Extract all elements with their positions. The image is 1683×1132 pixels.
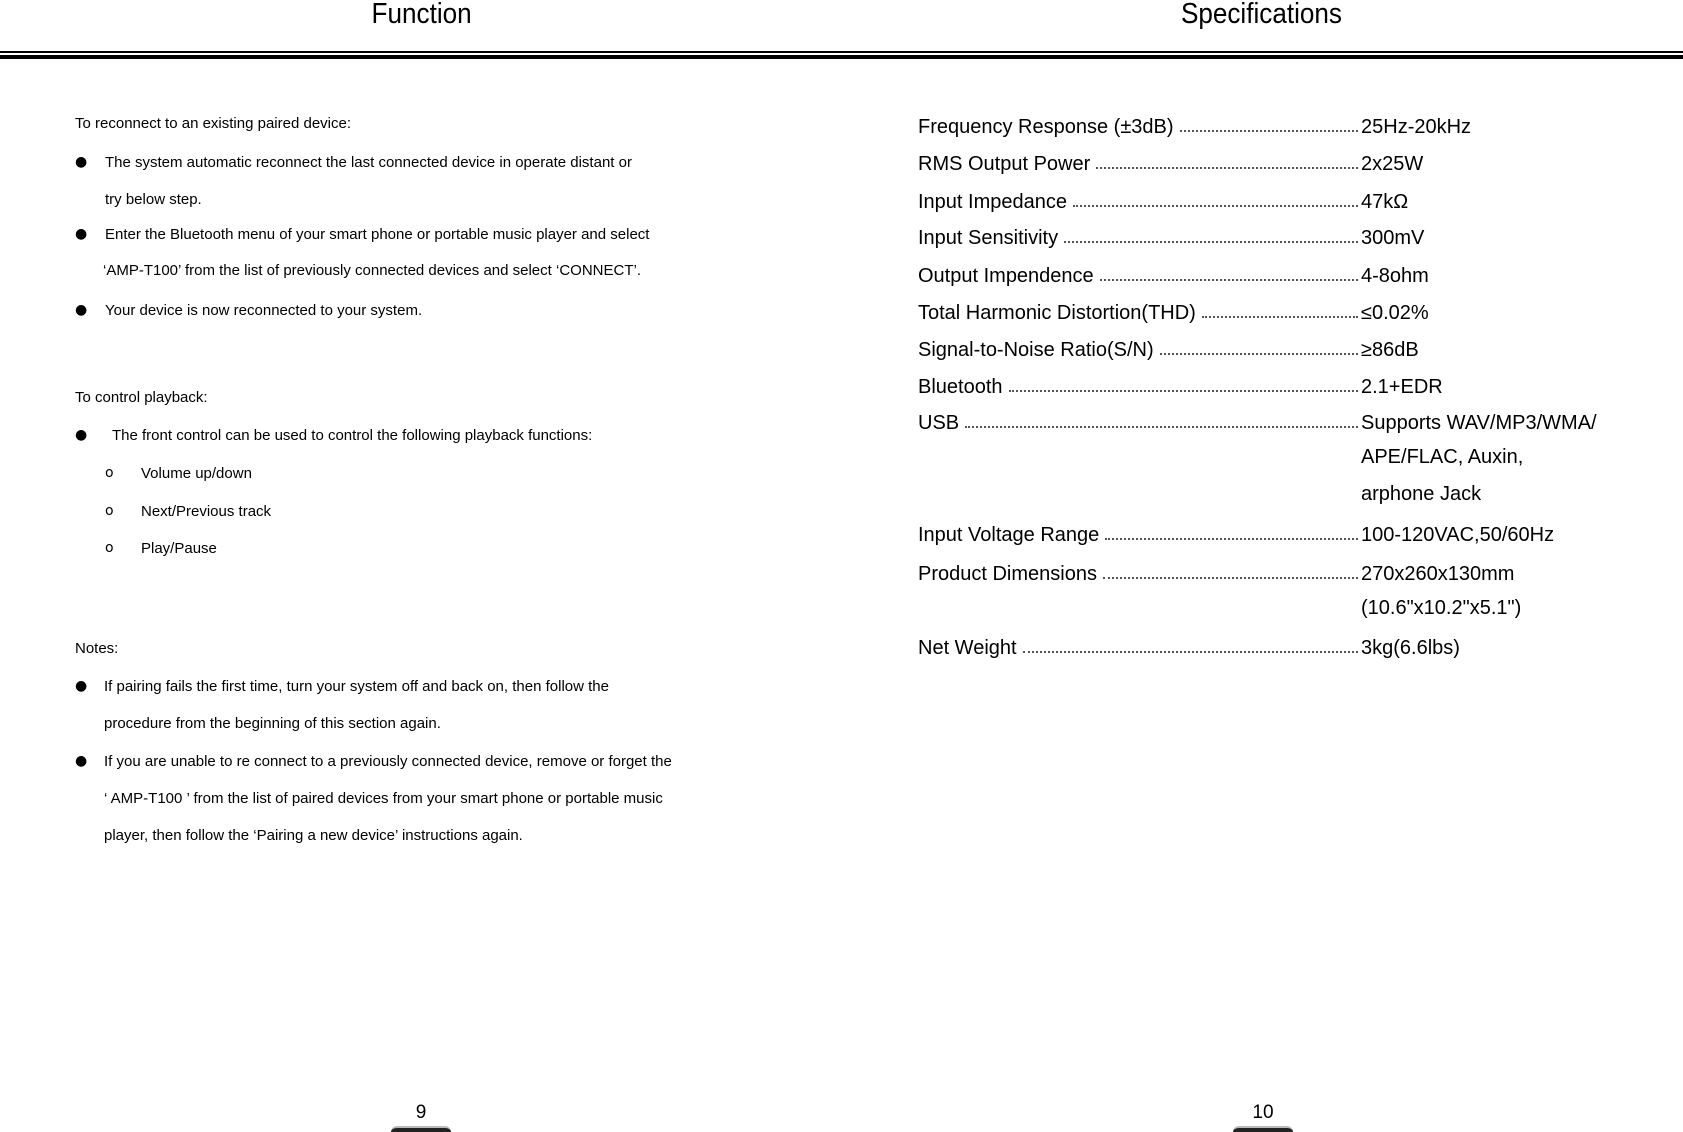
dot-leader [1202, 316, 1358, 318]
notes-line: ‘ AMP-T100 ’ from the list of paired devices from your smart phone or portable music [104, 790, 663, 807]
spec-label: USB [918, 412, 960, 434]
reconnect-line: try below step. [105, 191, 202, 208]
spec-row [918, 634, 1608, 660]
spec-label: Frequency Response (±3dB) [918, 116, 1174, 138]
spec-row [918, 113, 1608, 139]
bullet-icon: ● [75, 678, 88, 694]
dot-leader [1064, 241, 1358, 243]
spec-label: Total Harmonic Distortion(THD) [918, 302, 1196, 324]
spec-value: 2x25W [1361, 153, 1424, 175]
spec-label: Output Impendence [918, 265, 1094, 287]
dot-leader [1105, 538, 1358, 540]
spec-value-continued: (10.6"x10.2"x5.1") [1361, 597, 1522, 619]
spec-value: ≤0.02% [1361, 302, 1429, 324]
playback-item: Volume up/down [141, 465, 252, 482]
reconnect-line: Your device is now reconnected to your system. [105, 302, 423, 319]
bullet-icon: ● [75, 753, 88, 769]
spec-value: 270x260x130mm [1361, 563, 1515, 585]
spec-value: 47kΩ [1361, 191, 1409, 213]
spec-row [918, 409, 1608, 435]
dot-leader [1009, 390, 1358, 392]
reconnect-heading: To reconnect to an existing paired device: [75, 115, 351, 132]
playback-intro: The front control can be used to control the following playback functions: [112, 427, 593, 444]
dot-leader [1023, 651, 1358, 653]
spec-value: 2.1+EDR [1361, 376, 1443, 398]
spec-value-continued: arphone Jack [1361, 483, 1482, 505]
spec-value: ≥86dB [1361, 339, 1419, 361]
bullet-icon: ● [75, 427, 88, 443]
dot-leader [1100, 279, 1358, 281]
page-tab-right [1233, 1126, 1293, 1132]
reconnect-line: ‘AMP-T100’ from the list of previously connected devices and select ‘CONNECT’. [103, 262, 641, 279]
page-title-function: Function [371, 0, 472, 30]
dot-leader [965, 426, 1358, 428]
spec-label: Product Dimensions [918, 563, 1097, 585]
spec-row [918, 521, 1608, 547]
header-rule-thick [0, 55, 1683, 59]
spec-label: Input Sensitivity [918, 227, 1059, 249]
dot-leader [1073, 205, 1358, 207]
playback-item: Next/Previous track [141, 503, 272, 520]
dot-leader [1180, 130, 1358, 132]
notes-line: If you are unable to re connect to a previously connected device, remove or forget the [104, 753, 672, 770]
spec-row [918, 262, 1608, 288]
spec-row [918, 299, 1608, 325]
notes-line: player, then follow the ‘Pairing a new device’ instructions again. [104, 827, 523, 844]
spec-value: Supports WAV/MP3/WMA/ [1361, 412, 1597, 434]
reconnect-line: Enter the Bluetooth menu of your smart phone or portable music player and select [105, 226, 650, 243]
page-number-left: 9 [415, 1102, 427, 1123]
dot-leader [1160, 353, 1358, 355]
spec-row [918, 336, 1608, 362]
notes-heading: Notes: [75, 640, 119, 657]
spec-value-continued: APE/FLAC, Auxin, [1361, 446, 1524, 468]
notes-line: If pairing fails the first time, turn your system off and back on, then follow the [104, 678, 609, 695]
circle-bullet-icon: o [105, 465, 114, 481]
spec-value: 300mV [1361, 227, 1425, 249]
spec-label: Input Voltage Range [918, 524, 1100, 546]
bullet-icon: ● [75, 226, 88, 242]
spec-value: 25Hz-20kHz [1361, 116, 1472, 138]
playback-heading: To control playback: [75, 389, 208, 406]
reconnect-line: The system automatic reconnect the last connected device in operate distant or [105, 154, 632, 171]
page-number-right: 10 [1252, 1102, 1274, 1123]
spec-row [918, 188, 1608, 214]
spec-label: Input Impedance [918, 191, 1067, 213]
bullet-icon: ● [75, 302, 88, 318]
notes-line: procedure from the beginning of this section again. [104, 715, 441, 732]
circle-bullet-icon: o [105, 503, 114, 519]
page-title-specifications: Specifications [1180, 0, 1342, 30]
playback-item: Play/Pause [141, 540, 217, 557]
spec-row [918, 560, 1608, 586]
spec-label: Net Weight [918, 637, 1017, 659]
header-rule [0, 51, 1683, 53]
page-tab-left [391, 1126, 451, 1132]
spec-value: 4-8ohm [1361, 265, 1429, 287]
spec-row [918, 150, 1608, 176]
circle-bullet-icon: o [105, 540, 114, 556]
dot-leader [1103, 577, 1358, 579]
spec-label: Signal-to-Noise Ratio(S/N) [918, 339, 1154, 361]
dot-leader [1096, 167, 1358, 169]
spec-label: RMS Output Power [918, 153, 1091, 175]
spec-label: Bluetooth [918, 376, 1003, 398]
spec-value: 100-120VAC,50/60Hz [1361, 524, 1555, 546]
spec-row [918, 373, 1608, 399]
spec-value: 3kg(6.6lbs) [1361, 637, 1460, 659]
spec-row [918, 224, 1608, 250]
bullet-icon: ● [75, 154, 88, 170]
